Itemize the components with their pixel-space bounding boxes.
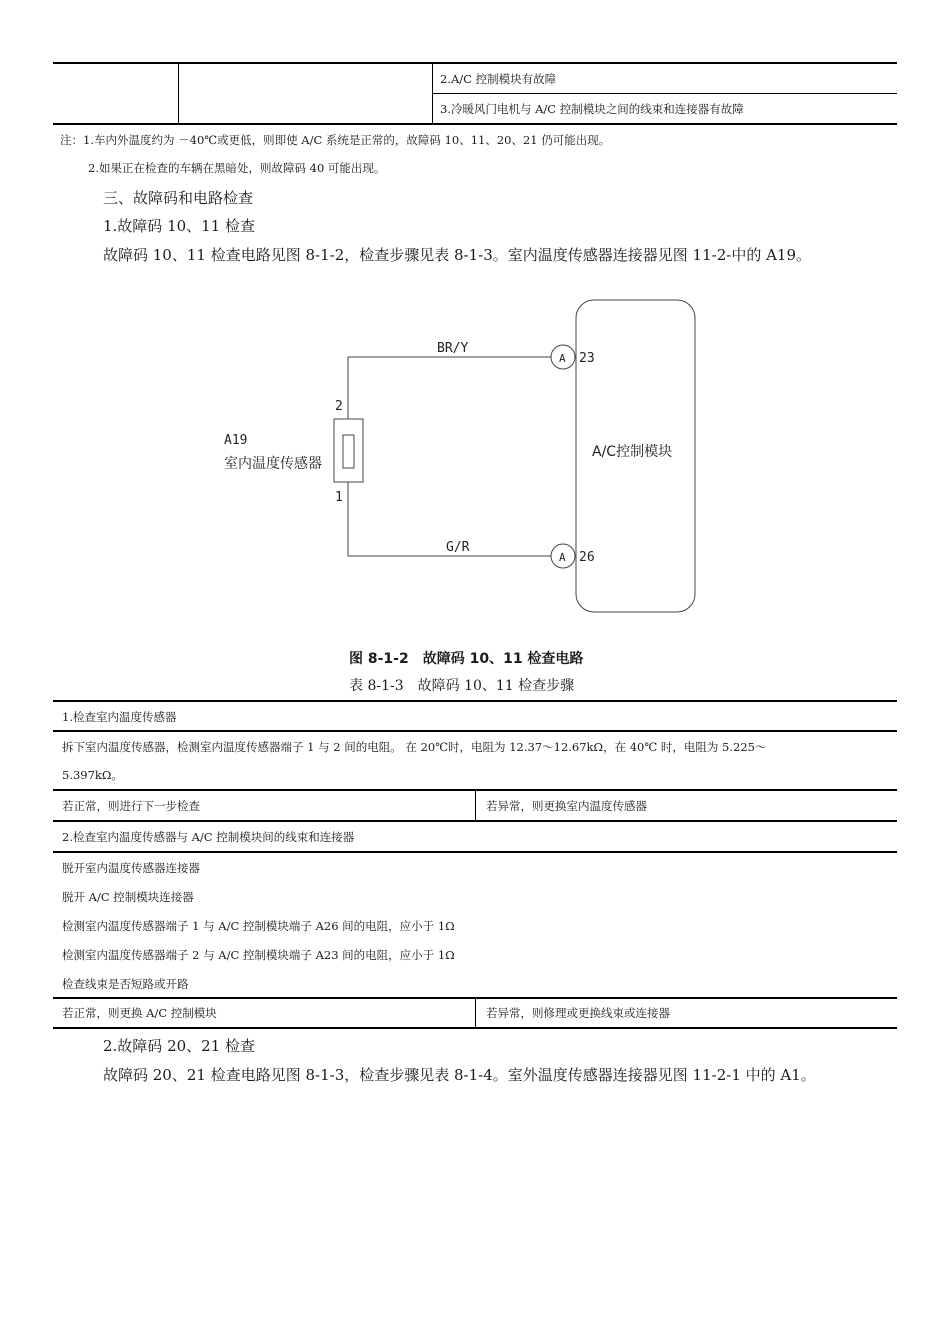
step2-ng: 若异常，则修理或更换线束或连接器 xyxy=(486,1006,670,1020)
steps-col-divider xyxy=(475,998,476,1027)
step1-title: 1.检查室内温度传感器 xyxy=(62,710,177,724)
wire-top xyxy=(348,357,551,419)
cause-wiring: 3.冷暖风门电机与 A/C 控制模块之间的线束和连接器有故障 xyxy=(440,102,744,116)
step1-ok: 若正常，则进行下一步检查 xyxy=(62,799,200,813)
step2-title: 2.检查室内温度传感器与 A/C 控制模块间的线束和连接器 xyxy=(62,830,355,844)
steps-row-divider xyxy=(53,851,897,853)
connector-top-letter: A xyxy=(559,352,566,365)
step1-desc-line1: 拆下室内温度传感器，检测室内温度传感器端子 1 与 2 间的电阻。 在 20℃时，电阻为 12.37～12.67kΩ，在 40℃ 时，电阻为 5.225～ xyxy=(62,740,767,754)
step1-desc-line2: 5.397kΩ。 xyxy=(62,768,123,782)
step2-line: 脱开室内温度传感器连接器 xyxy=(62,861,200,875)
step2-line: 检查线束是否短路或开路 xyxy=(62,977,189,991)
step1-ng: 若异常，则更换室内温度传感器 xyxy=(486,799,647,813)
figure-caption: 图 8-1-2 故障码 10、11 检查电路 xyxy=(349,651,584,667)
note-2: 2.如果正在检查的车辆在黑暗处，则故障码 40 可能出现。 xyxy=(88,161,386,175)
cause-ac-module: 2.A/C 控制模块有故障 xyxy=(440,72,557,86)
sensor-pin-bottom: 1 xyxy=(335,490,343,505)
steps-row-divider xyxy=(53,730,897,732)
steps-table-top-border xyxy=(53,700,897,702)
step2-ok: 若正常，则更换 A/C 控制模块 xyxy=(62,1006,217,1020)
step2-line: 检测室内温度传感器端子 2 与 A/C 控制模块端子 A23 间的电阻，应小于 1Ω xyxy=(62,948,455,962)
wire-label-top: BR/Y xyxy=(437,341,469,356)
module-name: A/C控制模块 xyxy=(592,444,673,460)
connector-top-pin: 23 xyxy=(579,351,595,366)
paragraph-1: 故障码 10、11 检查电路见图 8-1-2，检查步骤见表 8-1-3。室内温度传感器连接器见图 11-2-中的 A19。 xyxy=(103,246,812,264)
sensor-housing xyxy=(334,419,363,482)
step2-line: 检测室内温度传感器端子 1 与 A/C 控制模块端子 A26 间的电阻，应小于 1Ω xyxy=(62,919,455,933)
subsection-heading-1: 1.故障码 10、11 检查 xyxy=(103,217,256,235)
sensor-name: 室内温度传感器 xyxy=(224,456,322,472)
step2-line: 脱开 A/C 控制模块连接器 xyxy=(62,890,194,904)
sensor-id: A19 xyxy=(224,433,248,448)
sensor-pin-top: 2 xyxy=(335,399,343,414)
section-heading: 三、故障码和电路检查 xyxy=(103,189,254,207)
table-caption: 表 8-1-3 故障码 10、11 检查步骤 xyxy=(349,678,575,694)
paragraph-2: 故障码 20、21 检查电路见图 8-1-3，检查步骤见表 8-1-4。室外温度传感器连接器见图 11-2-1 中的 A1。 xyxy=(103,1066,816,1084)
circuit-diagram xyxy=(0,0,950,650)
steps-row-divider xyxy=(53,820,897,822)
sensor-resistor-icon xyxy=(343,435,354,468)
wire-label-bottom: G/R xyxy=(446,540,470,555)
steps-col-divider xyxy=(475,790,476,820)
subsection-heading-2: 2.故障码 20、21 检查 xyxy=(103,1037,256,1055)
connector-bottom-letter: A xyxy=(559,551,566,564)
connector-bottom-pin: 26 xyxy=(579,550,595,565)
note-1: 注：1.车内外温度约为 －40℃或更低，则即使 A/C 系统是正常的，故障码 10、11、20、21 仍可能出现。 xyxy=(60,133,611,147)
steps-table-bottom-border xyxy=(53,1027,897,1029)
